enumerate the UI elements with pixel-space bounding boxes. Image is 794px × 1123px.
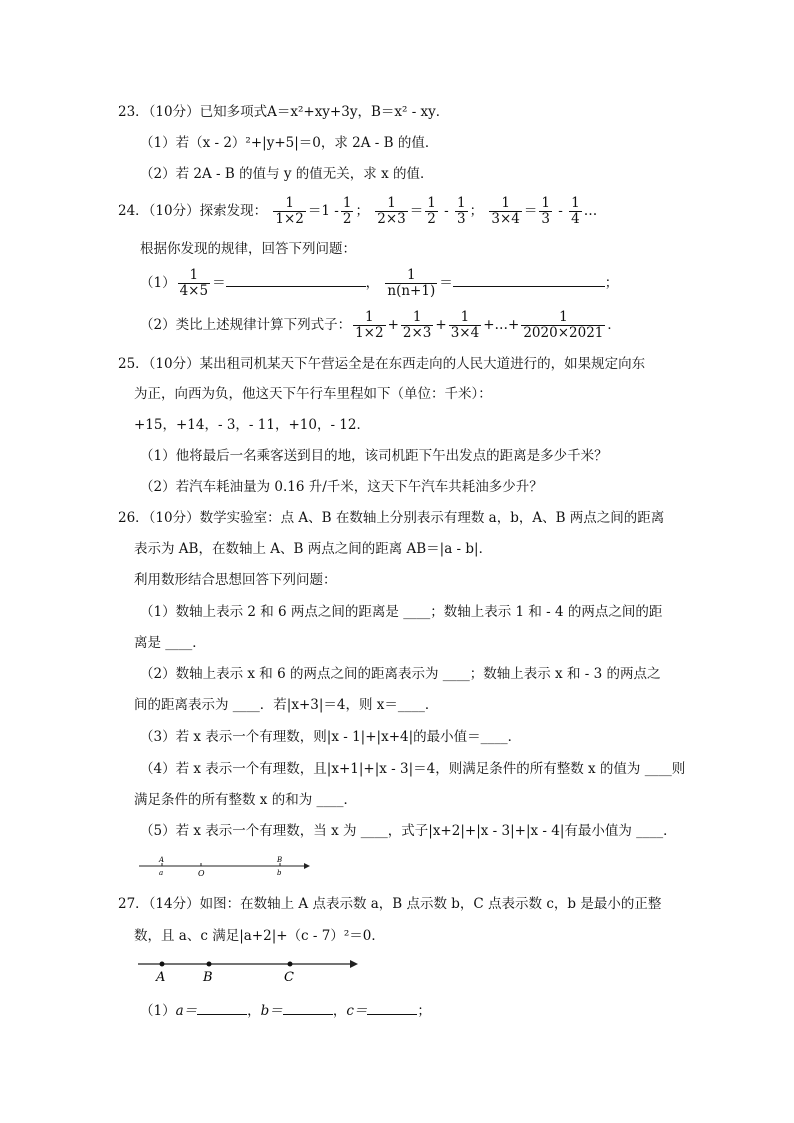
q27-axis-B: B — [203, 970, 213, 985]
q26-line2: 表示为 AB，在数轴上 A、B 两点之间的距离 AB＝|a - b|． — [134, 541, 493, 557]
q26-part4b: 满足条件的所有整数 x 的和为 ____． — [134, 792, 357, 808]
q24-part1: （1） $\frac{1}{4\times 5}$ ＝ ， $\frac{1}{n(n+1)}$ ＝ ； — [140, 267, 619, 299]
q27-number-line — [134, 952, 364, 986]
q26-part1b: 离是 ____． — [134, 635, 206, 651]
q24-blank-2[interactable] — [453, 272, 605, 287]
q27-heading: 27．（14分）如图：在数轴上 A 点表示数 a，B 点示数 b，C 点表示数 c，b 是最小的正整 — [118, 896, 662, 912]
q23-heading: 23．（10分）已知多项式A＝x²+xy+3y，B＝x² - xy． — [118, 104, 450, 120]
q27-axis-A: A — [156, 970, 166, 985]
q26-axis-A: A — [159, 856, 165, 864]
q26-axis-b: b — [277, 869, 282, 877]
q24-example1-fraction: $\frac{1}{1\times 2}$ — [275, 195, 304, 227]
q26-part5: （5）若 x 表示一个有理数，当 x 为 ____，式子|x+2|+|x - 3|+|x - 4|有最小值为 ____． — [140, 823, 677, 839]
q24-blank-1[interactable] — [226, 272, 366, 287]
q25-line2: 为正，向西为负，他这天下午行车里程如下（单位：千米）： — [134, 386, 492, 402]
q26-heading: 26．（10分）数学实验室：点 A、B 在数轴上分别表示有理数 a，b，A、B 两点之间的距离 — [118, 510, 665, 526]
q26-part1a: （1）数轴上表示 2 和 6 两点之间的距离是 ____；数轴上表示 1 和 - 4 的两点之间的距 — [140, 604, 663, 620]
q25-line3: +15，+14，- 3，- 11，+10，- 12． — [134, 417, 370, 433]
q26-number-line — [134, 850, 314, 880]
q25-part2: （2）若汽车耗油量为 0.16 升/千米，这天下午汽车共耗油多少升？ — [140, 479, 543, 495]
q26-line3: 利用数形结合思想回答下列问题： — [134, 572, 337, 588]
q27-blank-a[interactable] — [197, 1000, 247, 1015]
q27-axis-C: C — [284, 970, 294, 985]
q24-heading-row: 24．（10分）探索发现： $\frac{1}{1\times 2}$ ＝1 - $\frac{1}{2}$ ； $\frac{1}{2\times 3}$ ＝ $\frac{1}{2}$ - $\frac{1}{3}$ ； $\frac{1}{3\times 4}$ ＝ $\frac{1}{3}$ - $\frac{1}{4}$ … — [118, 195, 598, 227]
q27-part1: （1）a＝ ，b＝ ，c＝ ； — [140, 1000, 431, 1020]
q26-part3: （3）若 x 表示一个有理数，则|x - 1|+|x+4|的最小值＝____． — [140, 729, 522, 745]
q24-part2: （2）类比上述规律计算下列式子： $\frac{1}{1\times 2}$ + $\frac{1}{2\times 3}$ + $\frac{1}{3\times 4}$ +…+ $\frac{1}{2020\times 2021}$ ． — [140, 309, 621, 341]
q24-heading: 24．（10分）探索发现： — [118, 203, 268, 219]
q24-intro: 根据你发现的规律，回答下列问题： — [140, 241, 356, 257]
q26-part2b: 间的距离表示为 ____．若|x+3|＝4，则 x＝____． — [134, 697, 439, 713]
q27-line2: 数，且 a、c 满足|a+2|+（c - 7）²＝0． — [134, 928, 385, 944]
q26-axis-O: O — [198, 869, 205, 878]
q27-blank-c[interactable] — [367, 1000, 417, 1015]
q23-part1: （1）若（x - 2）²+|y+5|＝0，求 2A - B 的值． — [140, 135, 439, 151]
q24-example2-fraction: $\frac{1}{2\times 3}$ — [377, 195, 406, 227]
q26-part2a: （2）数轴上表示 x 和 6 的两点之间的距离表示为 ____；数轴上表示 x 和 - 3 的两点之 — [140, 666, 661, 682]
q26-part4a: （4）若 x 表示一个有理数，且|x+1|+|x - 3|＝4，则满足条件的所有整数 x 的值为 ____则 — [140, 761, 686, 777]
q26-axis-B: B — [277, 856, 283, 864]
q25-heading: 25．（10分）某出租司机某天下午营运全是在东西走向的人民大道进行的，如果规定向东 — [118, 356, 646, 372]
q23-part2: （2）若 2A - B 的值与 y 的值无关，求 x 的值． — [140, 166, 434, 182]
q26-axis-a: a — [159, 869, 164, 877]
q24-example3-fraction: $\frac{1}{3\times 4}$ — [491, 195, 520, 227]
q25-part1: （1）他将最后一名乘客送到目的地，该司机距下午出发点的距离是多少千米？ — [140, 448, 608, 464]
q27-blank-b[interactable] — [283, 1000, 333, 1015]
